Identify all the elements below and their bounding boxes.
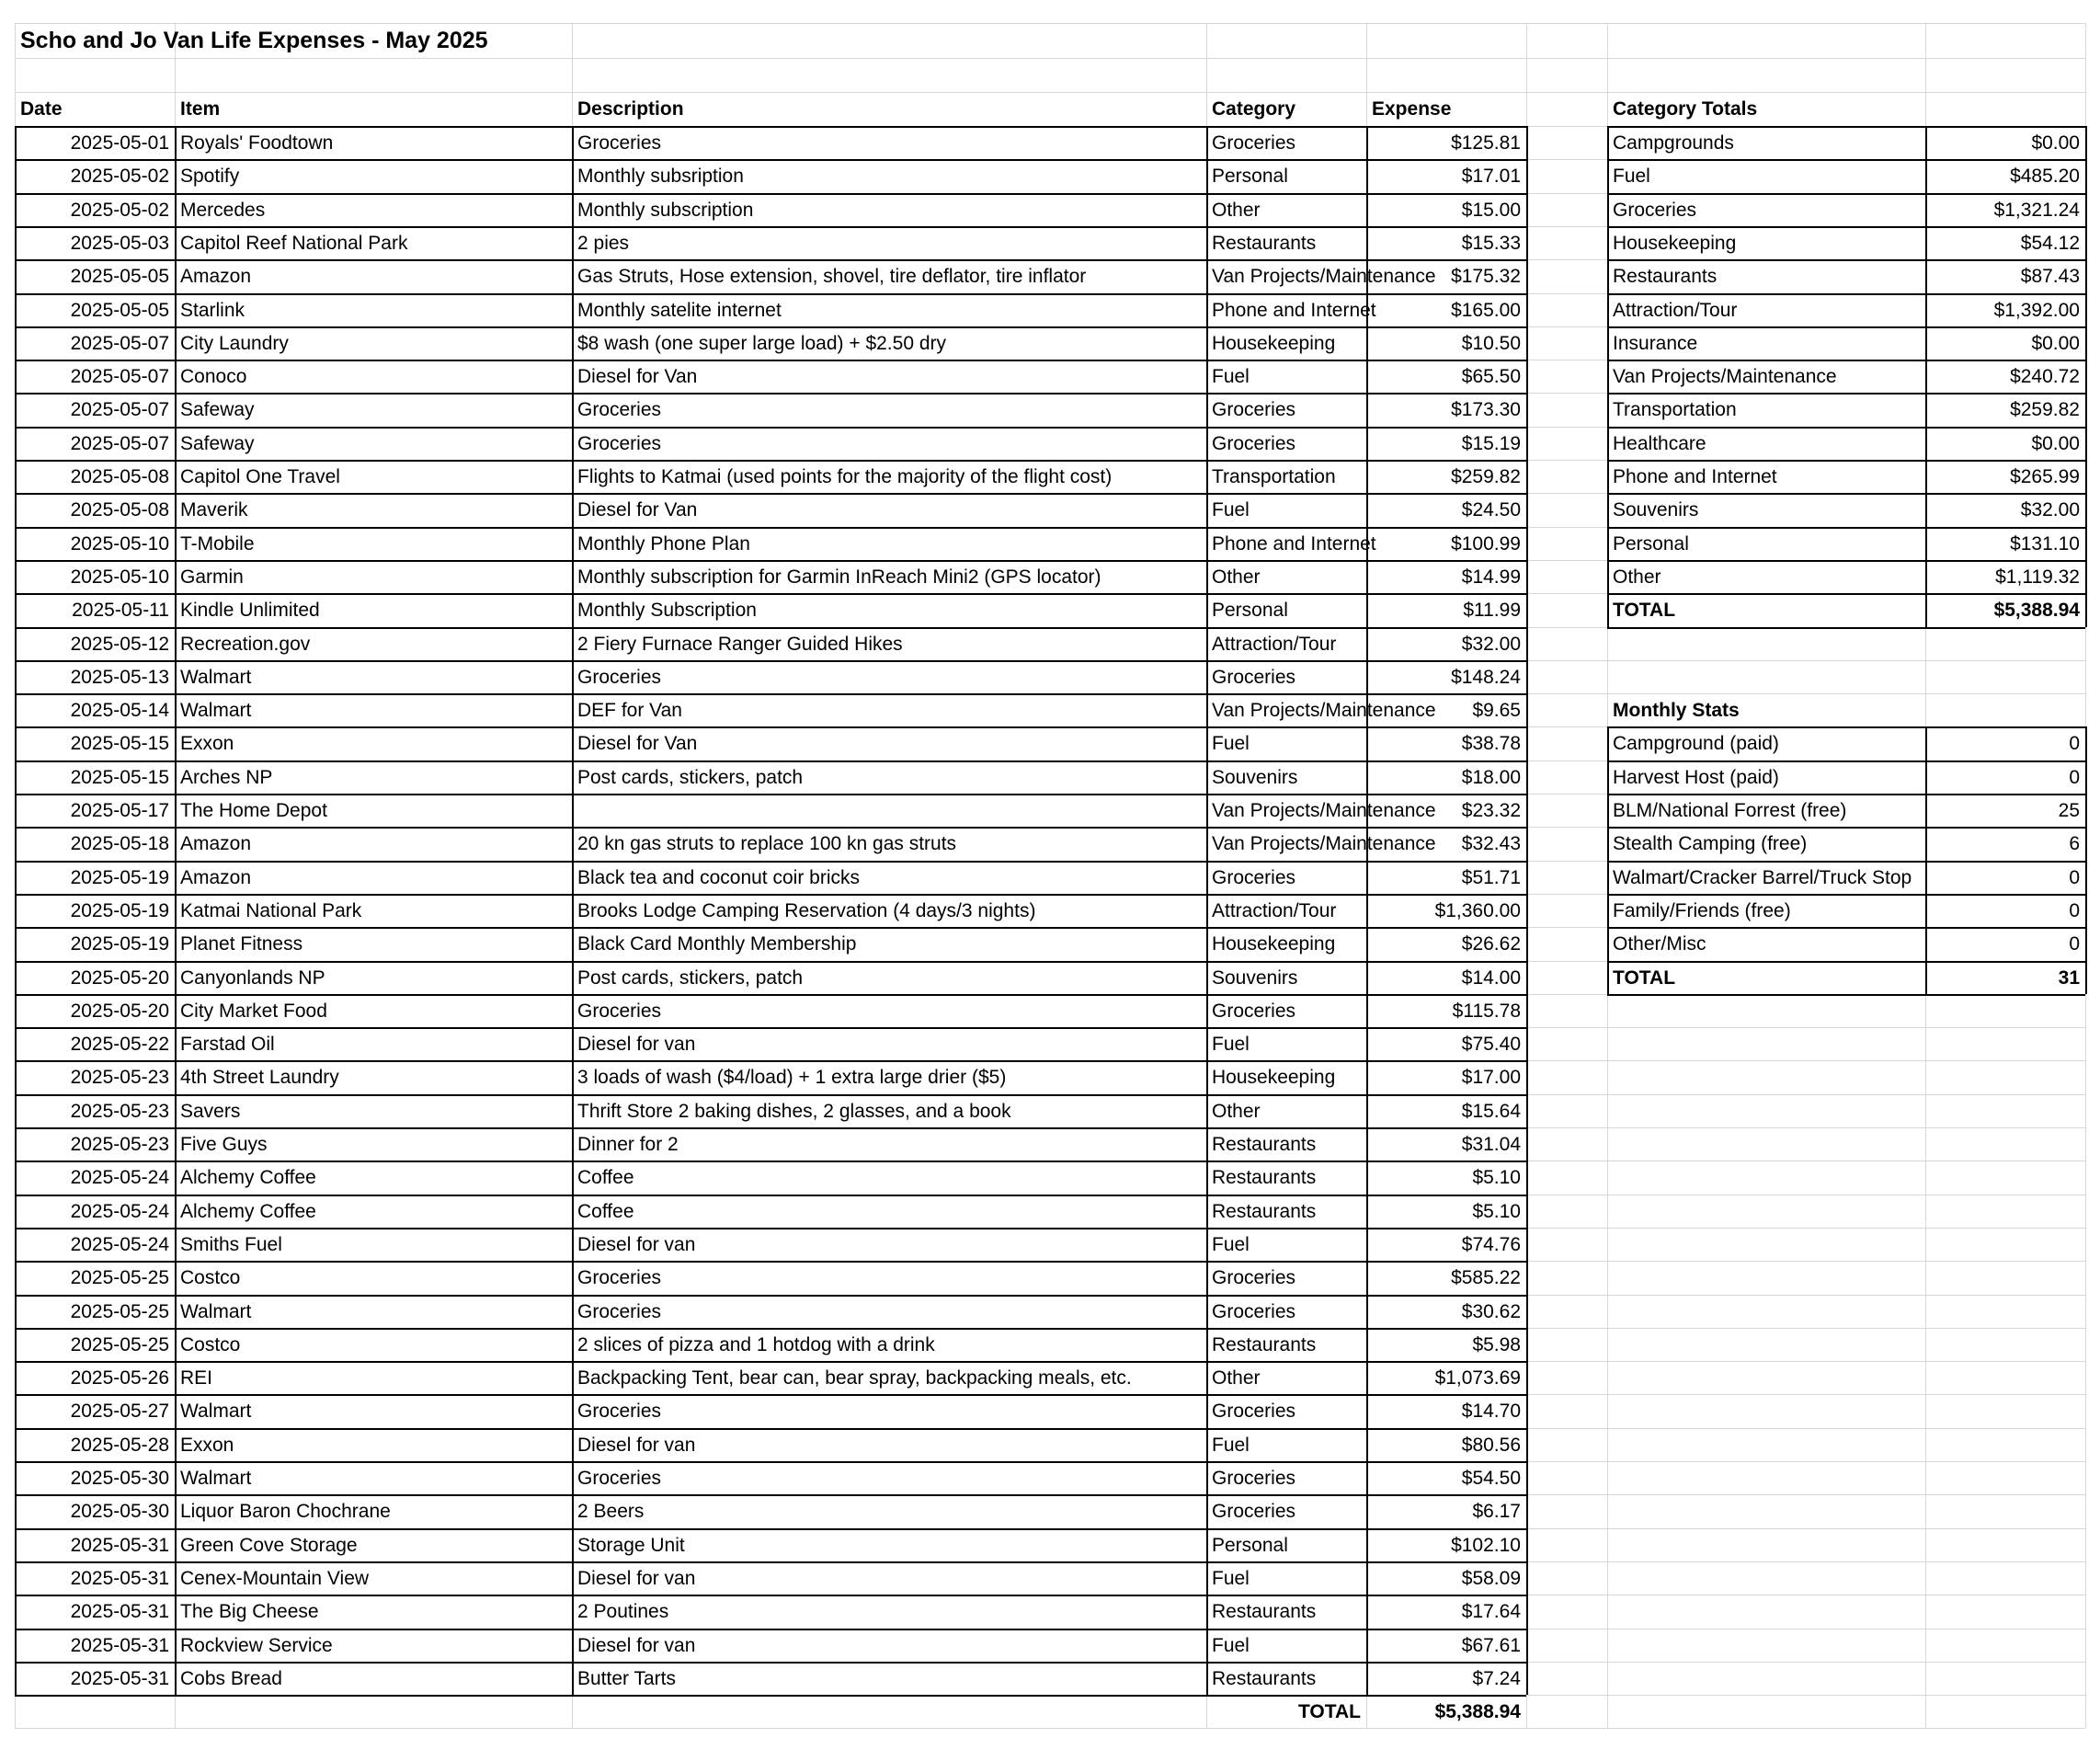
- expense-item[interactable]: 4th Street Laundry: [180, 1067, 339, 1089]
- category-name[interactable]: Fuel: [1613, 166, 1650, 188]
- expense-date[interactable]: 2025-05-08: [70, 499, 169, 521]
- expense-item[interactable]: Mercedes: [180, 199, 266, 221]
- table-border: [1526, 126, 1528, 1695]
- stat-count[interactable]: 31: [2058, 966, 2080, 989]
- expense-category[interactable]: Restaurants: [1212, 1333, 1317, 1355]
- category-amount[interactable]: $0.00: [2031, 132, 2080, 154]
- expense-category[interactable]: Groceries: [1212, 432, 1296, 454]
- expense-description[interactable]: Thrift Store 2 baking dishes, 2 glasses, and a book: [577, 1100, 1011, 1122]
- expense-amount[interactable]: $175.32: [1451, 266, 1521, 288]
- expense-description[interactable]: 20 kn gas struts to replace 100 kn gas struts: [577, 833, 957, 855]
- category-amount[interactable]: $131.10: [2010, 532, 2080, 555]
- category-amount[interactable]: $32.00: [2020, 499, 2080, 521]
- expense-date[interactable]: 2025-05-07: [70, 366, 169, 388]
- stat-name[interactable]: Harvest Host (paid): [1613, 766, 1779, 788]
- expense-item[interactable]: Amazon: [180, 833, 252, 855]
- expense-item[interactable]: The Home Depot: [180, 800, 327, 821]
- expense-description[interactable]: Monthly subscription: [577, 199, 754, 221]
- category-amount[interactable]: $1,119.32: [1995, 566, 2080, 588]
- expense-item[interactable]: Smiths Fuel: [180, 1233, 282, 1255]
- category-amount[interactable]: $259.82: [2010, 399, 2080, 421]
- expense-category[interactable]: Other: [1212, 566, 1261, 588]
- expense-description[interactable]: Diesel for van: [577, 1567, 696, 1589]
- expense-description[interactable]: Dinner for 2: [577, 1134, 679, 1155]
- expense-date[interactable]: 2025-05-15: [70, 733, 169, 755]
- expense-category[interactable]: Groceries: [1212, 666, 1296, 688]
- expense-category[interactable]: Fuel: [1212, 1567, 1250, 1589]
- expense-amount[interactable]: $65.50: [1461, 366, 1521, 388]
- expense-item[interactable]: Amazon: [180, 266, 252, 288]
- expense-category[interactable]: Groceries: [1212, 866, 1296, 888]
- expense-amount[interactable]: $165.00: [1451, 299, 1521, 321]
- expense-date[interactable]: 2025-05-25: [70, 1333, 169, 1355]
- expense-item[interactable]: Recreation.gov: [180, 633, 311, 655]
- expense-date[interactable]: 2025-05-17: [70, 800, 169, 821]
- expense-date[interactable]: 2025-05-01: [70, 132, 169, 154]
- expense-category[interactable]: Phone and Internet: [1212, 532, 1376, 555]
- expense-item[interactable]: Walmart: [180, 1401, 252, 1423]
- expense-category[interactable]: Restaurants: [1212, 1167, 1317, 1189]
- expense-description[interactable]: Brooks Lodge Camping Reservation (4 days/3 nights): [577, 899, 1036, 921]
- expense-description[interactable]: Groceries: [577, 1000, 662, 1022]
- expense-item[interactable]: Arches NP: [180, 766, 273, 788]
- expense-date[interactable]: 2025-05-07: [70, 399, 169, 421]
- expense-date[interactable]: 2025-05-26: [70, 1367, 169, 1389]
- expense-amount[interactable]: $15.33: [1461, 232, 1521, 254]
- expense-date[interactable]: 2025-05-15: [70, 766, 169, 788]
- expense-amount[interactable]: $51.71: [1461, 866, 1521, 888]
- expense-category[interactable]: Groceries: [1212, 132, 1296, 154]
- stat-name[interactable]: Other/Misc: [1613, 933, 1706, 955]
- expense-description[interactable]: Coffee: [577, 1200, 634, 1222]
- expense-amount[interactable]: $67.61: [1461, 1634, 1521, 1656]
- table-border: [2085, 726, 2087, 993]
- expense-date[interactable]: 2025-05-13: [70, 666, 169, 688]
- expense-amount[interactable]: $125.81: [1451, 132, 1521, 154]
- expense-category[interactable]: Fuel: [1212, 499, 1250, 521]
- stat-count[interactable]: 25: [2058, 800, 2080, 821]
- expense-amount[interactable]: $23.32: [1461, 800, 1521, 821]
- expense-item[interactable]: Costco: [180, 1333, 241, 1355]
- stat-count[interactable]: 6: [2069, 833, 2080, 855]
- expense-category[interactable]: Restaurants: [1212, 1134, 1317, 1155]
- expense-amount[interactable]: $11.99: [1463, 600, 1521, 622]
- category-name[interactable]: Campgrounds: [1613, 132, 1734, 154]
- expense-description[interactable]: Groceries: [577, 399, 662, 421]
- expense-amount[interactable]: $14.00: [1461, 966, 1521, 989]
- expense-amount[interactable]: $102.10: [1451, 1534, 1521, 1556]
- expense-item[interactable]: Savers: [180, 1100, 241, 1122]
- expense-item[interactable]: Alchemy Coffee: [180, 1167, 316, 1189]
- expense-amount[interactable]: $24.50: [1461, 499, 1521, 521]
- category-name[interactable]: Personal: [1613, 532, 1689, 555]
- expense-description[interactable]: 2 slices of pizza and 1 hotdog with a drink: [577, 1333, 935, 1355]
- expense-amount[interactable]: $5.10: [1472, 1167, 1521, 1189]
- expense-amount[interactable]: $32.00: [1461, 633, 1521, 655]
- expense-description[interactable]: Storage Unit: [577, 1534, 685, 1556]
- expense-item[interactable]: Capitol One Travel: [180, 466, 340, 487]
- expense-description[interactable]: 2 pies: [577, 232, 630, 254]
- expense-amount[interactable]: $5.98: [1472, 1333, 1521, 1355]
- expense-date[interactable]: 2025-05-25: [70, 1300, 169, 1322]
- expense-description[interactable]: Diesel for Van: [577, 733, 698, 755]
- expense-amount[interactable]: $17.64: [1461, 1601, 1521, 1623]
- category-name[interactable]: Insurance: [1613, 332, 1698, 354]
- expense-amount[interactable]: $1,073.69: [1434, 1367, 1521, 1389]
- expense-date[interactable]: 2025-05-05: [70, 299, 169, 321]
- expense-date[interactable]: 2025-05-30: [70, 1501, 169, 1523]
- expense-category[interactable]: Van Projects/Maintenance: [1212, 800, 1436, 821]
- expense-category[interactable]: Restaurants: [1212, 1601, 1317, 1623]
- expense-item[interactable]: Exxon: [180, 733, 234, 755]
- expense-description[interactable]: $8 wash (one super large load) + $2.50 dry: [577, 332, 946, 354]
- expense-amount[interactable]: $18.00: [1461, 766, 1521, 788]
- category-name[interactable]: Souvenirs: [1613, 499, 1699, 521]
- expense-category[interactable]: Van Projects/Maintenance: [1212, 700, 1436, 722]
- expense-amount[interactable]: $15.19: [1461, 432, 1521, 454]
- expense-item[interactable]: Farstad Oil: [180, 1034, 275, 1056]
- expense-date[interactable]: 2025-05-02: [70, 199, 169, 221]
- expense-description[interactable]: Diesel for van: [577, 1034, 696, 1056]
- expense-item[interactable]: Garmin: [180, 566, 244, 588]
- expense-category[interactable]: Personal: [1212, 600, 1288, 622]
- grid-line: [15, 58, 2085, 59]
- expense-category[interactable]: Housekeeping: [1212, 332, 1336, 354]
- header-expense[interactable]: Expense: [1372, 98, 1452, 120]
- expense-amount[interactable]: $75.40: [1461, 1034, 1521, 1056]
- header-category[interactable]: Category: [1212, 98, 1296, 120]
- expense-total-label[interactable]: TOTAL: [1297, 1701, 1361, 1723]
- expense-category[interactable]: Restaurants: [1212, 232, 1317, 254]
- category-name[interactable]: Housekeeping: [1613, 232, 1737, 254]
- category-amount[interactable]: $87.43: [2020, 266, 2080, 288]
- category-amount[interactable]: $1,321.24: [1993, 199, 2080, 221]
- expense-amount[interactable]: $17.01: [1461, 166, 1521, 188]
- expense-date[interactable]: 2025-05-24: [70, 1200, 169, 1222]
- expense-category[interactable]: Attraction/Tour: [1212, 899, 1337, 921]
- expense-date[interactable]: 2025-05-18: [70, 833, 169, 855]
- expense-category[interactable]: Personal: [1212, 166, 1288, 188]
- expense-item[interactable]: City Market Food: [180, 1000, 327, 1022]
- expense-category[interactable]: Restaurants: [1212, 1200, 1317, 1222]
- expense-amount[interactable]: $148.24: [1451, 666, 1521, 688]
- expense-amount[interactable]: $9.65: [1472, 700, 1521, 722]
- expense-description[interactable]: Groceries: [577, 132, 662, 154]
- expense-description[interactable]: Coffee: [577, 1167, 634, 1189]
- expense-description[interactable]: Black Card Monthly Membership: [577, 933, 857, 955]
- category-name[interactable]: Phone and Internet: [1613, 466, 1777, 487]
- expense-date[interactable]: 2025-05-05: [70, 266, 169, 288]
- expense-item[interactable]: T-Mobile: [180, 532, 255, 555]
- expense-amount[interactable]: $259.82: [1451, 466, 1521, 487]
- expense-item[interactable]: Cobs Bread: [180, 1667, 282, 1689]
- expense-item[interactable]: Exxon: [180, 1434, 234, 1456]
- expense-description[interactable]: [572, 795, 1206, 828]
- expense-amount[interactable]: $31.04: [1461, 1134, 1521, 1155]
- category-name[interactable]: Healthcare: [1613, 432, 1706, 454]
- expense-description[interactable]: 2 Fiery Furnace Ranger Guided Hikes: [577, 633, 903, 655]
- expense-amount[interactable]: $1,360.00: [1434, 899, 1521, 921]
- header-description[interactable]: Description: [577, 98, 684, 120]
- expense-date[interactable]: 2025-05-24: [70, 1233, 169, 1255]
- expense-description[interactable]: Monthly Phone Plan: [577, 532, 750, 555]
- expense-item[interactable]: Walmart: [180, 1468, 252, 1489]
- expense-date[interactable]: 2025-05-07: [70, 332, 169, 354]
- expense-category[interactable]: Transportation: [1212, 466, 1336, 487]
- expense-category[interactable]: Housekeeping: [1212, 1067, 1336, 1089]
- monthly-stats-header[interactable]: Monthly Stats: [1613, 700, 1740, 722]
- expense-amount[interactable]: $26.62: [1461, 933, 1521, 955]
- expense-date[interactable]: 2025-05-11: [72, 600, 169, 622]
- expense-amount[interactable]: $80.56: [1461, 1434, 1521, 1456]
- expense-date[interactable]: 2025-05-24: [70, 1167, 169, 1189]
- expense-category[interactable]: Personal: [1212, 1534, 1288, 1556]
- expense-category[interactable]: Attraction/Tour: [1212, 633, 1337, 655]
- expense-category[interactable]: Fuel: [1212, 1434, 1250, 1456]
- expense-date[interactable]: 2025-05-27: [70, 1401, 169, 1423]
- expense-amount[interactable]: $100.99: [1451, 532, 1521, 555]
- expense-item[interactable]: Royals' Foodtown: [180, 132, 334, 154]
- expense-date[interactable]: 2025-05-22: [70, 1034, 169, 1056]
- header-item[interactable]: Item: [180, 98, 221, 120]
- expense-category[interactable]: Van Projects/Maintenance: [1212, 266, 1436, 288]
- grid-line: [15, 1728, 2085, 1729]
- expense-date[interactable]: 2025-05-28: [70, 1434, 169, 1456]
- expense-date[interactable]: 2025-05-31: [70, 1534, 169, 1556]
- expense-item[interactable]: Alchemy Coffee: [180, 1200, 316, 1222]
- expense-amount[interactable]: $14.99: [1461, 566, 1521, 588]
- category-amount[interactable]: $54.12: [2020, 232, 2080, 254]
- expense-item[interactable]: Rockview Service: [180, 1634, 333, 1656]
- expense-amount[interactable]: $17.00: [1461, 1067, 1521, 1089]
- expense-description[interactable]: Monthly subscription for Garmin InReach Mini2 (GPS locator): [577, 566, 1101, 588]
- expense-description[interactable]: Diesel for van: [577, 1634, 696, 1656]
- expense-description[interactable]: Groceries: [577, 666, 662, 688]
- expense-description[interactable]: Groceries: [577, 432, 662, 454]
- expense-date[interactable]: 2025-05-31: [70, 1601, 169, 1623]
- expense-amount[interactable]: $32.43: [1461, 833, 1521, 855]
- expense-item[interactable]: Katmai National Park: [180, 899, 362, 921]
- category-name[interactable]: Other: [1613, 566, 1661, 588]
- expense-category[interactable]: Souvenirs: [1212, 966, 1298, 989]
- expense-description[interactable]: Monthly Subscription: [577, 600, 757, 622]
- category-name[interactable]: Restaurants: [1613, 266, 1718, 288]
- expense-date[interactable]: 2025-05-10: [70, 566, 169, 588]
- expense-date[interactable]: 2025-05-03: [70, 232, 169, 254]
- expense-description[interactable]: DEF for Van: [577, 700, 682, 722]
- expense-amount[interactable]: $14.70: [1461, 1401, 1521, 1423]
- expense-date[interactable]: 2025-05-20: [70, 1000, 169, 1022]
- expense-description[interactable]: Groceries: [577, 1300, 662, 1322]
- category-totals-header[interactable]: Category Totals: [1613, 98, 1758, 120]
- expense-category[interactable]: Groceries: [1212, 1468, 1296, 1489]
- expense-date[interactable]: 2025-05-02: [70, 166, 169, 188]
- expense-date[interactable]: 2025-05-12: [70, 633, 169, 655]
- expense-amount[interactable]: $6.17: [1472, 1501, 1521, 1523]
- category-name[interactable]: Transportation: [1613, 399, 1737, 421]
- expense-date[interactable]: 2025-05-23: [70, 1134, 169, 1155]
- expense-amount[interactable]: $30.62: [1461, 1300, 1521, 1322]
- expense-item[interactable]: Kindle Unlimited: [180, 600, 320, 622]
- expense-description[interactable]: Diesel for van: [577, 1233, 696, 1255]
- expense-amount[interactable]: $58.09: [1461, 1567, 1521, 1589]
- header-date[interactable]: Date: [20, 98, 63, 120]
- expense-description[interactable]: Groceries: [577, 1267, 662, 1289]
- expense-description[interactable]: Monthly satelite internet: [577, 299, 782, 321]
- expense-description[interactable]: Diesel for Van: [577, 499, 698, 521]
- expense-description[interactable]: Diesel for Van: [577, 366, 698, 388]
- expense-amount[interactable]: $54.50: [1461, 1468, 1521, 1489]
- expense-amount[interactable]: $5.10: [1472, 1200, 1521, 1222]
- expense-category[interactable]: Housekeeping: [1212, 933, 1336, 955]
- expense-item[interactable]: Liquor Baron Chochrane: [180, 1501, 391, 1523]
- expense-category[interactable]: Groceries: [1212, 1267, 1296, 1289]
- expense-description[interactable]: Diesel for van: [577, 1434, 696, 1456]
- expense-description[interactable]: Post cards, stickers, patch: [577, 766, 804, 788]
- category-amount[interactable]: $5,388.94: [1993, 600, 2080, 622]
- category-amount[interactable]: $265.99: [2010, 466, 2080, 487]
- expense-category[interactable]: Restaurants: [1212, 1667, 1317, 1689]
- expense-amount[interactable]: $15.00: [1461, 199, 1521, 221]
- expense-item[interactable]: Cenex-Mountain View: [180, 1567, 370, 1589]
- expense-date[interactable]: 2025-05-19: [70, 933, 169, 955]
- category-amount[interactable]: $485.20: [2010, 166, 2080, 188]
- expense-item[interactable]: Spotify: [180, 166, 240, 188]
- expense-amount[interactable]: $7.24: [1472, 1667, 1521, 1689]
- expense-item[interactable]: Costco: [180, 1267, 241, 1289]
- category-amount[interactable]: $240.72: [2010, 366, 2080, 388]
- category-amount[interactable]: $1,392.00: [1993, 299, 2080, 321]
- expense-item[interactable]: Green Cove Storage: [180, 1534, 358, 1556]
- expense-amount[interactable]: $74.76: [1461, 1233, 1521, 1255]
- expense-amount[interactable]: $15.64: [1461, 1100, 1521, 1122]
- stat-count[interactable]: 0: [2069, 733, 2080, 755]
- expense-date[interactable]: 2025-05-08: [70, 466, 169, 487]
- expense-date[interactable]: 2025-05-07: [70, 432, 169, 454]
- category-name[interactable]: TOTAL: [1613, 600, 1676, 622]
- expense-description[interactable]: Monthly subsription: [577, 166, 744, 188]
- expense-category[interactable]: Groceries: [1212, 1501, 1296, 1523]
- expense-date[interactable]: 2025-05-31: [70, 1634, 169, 1656]
- expense-category[interactable]: Groceries: [1212, 1300, 1296, 1322]
- category-name[interactable]: Van Projects/Maintenance: [1613, 366, 1837, 388]
- expense-item[interactable]: Five Guys: [180, 1134, 268, 1155]
- expense-item[interactable]: Amazon: [180, 866, 252, 888]
- expense-date[interactable]: 2025-05-31: [70, 1567, 169, 1589]
- expense-item[interactable]: Canyonlands NP: [180, 966, 325, 989]
- expense-category[interactable]: Fuel: [1212, 733, 1250, 755]
- expense-total-value[interactable]: $5,388.94: [1434, 1701, 1521, 1723]
- table-border: [2085, 126, 2087, 627]
- expense-date[interactable]: 2025-05-23: [70, 1067, 169, 1089]
- stat-name[interactable]: Family/Friends (free): [1613, 899, 1791, 921]
- sheet-title[interactable]: Scho and Jo Van Life Expenses - May 2025: [20, 28, 488, 53]
- stat-count[interactable]: 0: [2069, 933, 2080, 955]
- expense-item[interactable]: Capitol Reef National Park: [180, 232, 408, 254]
- category-amount[interactable]: $0.00: [2031, 432, 2080, 454]
- expense-date[interactable]: 2025-05-19: [70, 899, 169, 921]
- expense-date[interactable]: 2025-05-31: [70, 1667, 169, 1689]
- expense-category[interactable]: Other: [1212, 1100, 1261, 1122]
- expense-category[interactable]: Fuel: [1212, 1034, 1250, 1056]
- expense-amount[interactable]: $38.78: [1461, 733, 1521, 755]
- expense-date[interactable]: 2025-05-14: [70, 700, 169, 722]
- category-name[interactable]: Attraction/Tour: [1613, 299, 1738, 321]
- expense-category[interactable]: Groceries: [1212, 1000, 1296, 1022]
- expense-description[interactable]: Gas Struts, Hose extension, shovel, tire deflator, tire inflator: [577, 266, 1087, 288]
- expense-item[interactable]: Conoco: [180, 366, 247, 388]
- expense-description[interactable]: 3 loads of wash ($4/load) + 1 extra large drier ($5): [577, 1067, 1007, 1089]
- expense-description[interactable]: Groceries: [577, 1401, 662, 1423]
- expense-item[interactable]: Maverik: [180, 499, 248, 521]
- expense-category[interactable]: Fuel: [1212, 1634, 1250, 1656]
- expense-date[interactable]: 2025-05-20: [70, 966, 169, 989]
- expense-date[interactable]: 2025-05-10: [70, 532, 169, 555]
- expense-category[interactable]: Groceries: [1212, 1401, 1296, 1423]
- expense-category[interactable]: Fuel: [1212, 366, 1250, 388]
- stat-name[interactable]: Stealth Camping (free): [1613, 833, 1808, 855]
- expense-description[interactable]: 2 Poutines: [577, 1601, 669, 1623]
- expense-description[interactable]: Flights to Katmai (used points for the majority of the flight cost): [577, 466, 1113, 487]
- expense-item[interactable]: City Laundry: [180, 332, 289, 354]
- expense-amount[interactable]: $173.30: [1451, 399, 1521, 421]
- expense-description[interactable]: Groceries: [577, 1468, 662, 1489]
- stat-name[interactable]: BLM/National Forrest (free): [1613, 800, 1847, 821]
- expense-item[interactable]: REI: [180, 1367, 213, 1389]
- expense-category[interactable]: Phone and Internet: [1212, 299, 1376, 321]
- expense-date[interactable]: 2025-05-19: [70, 866, 169, 888]
- expense-category[interactable]: Fuel: [1212, 1233, 1250, 1255]
- expense-description[interactable]: Post cards, stickers, patch: [577, 966, 804, 989]
- expense-category[interactable]: Van Projects/Maintenance: [1212, 833, 1436, 855]
- expense-amount[interactable]: $10.50: [1461, 332, 1521, 354]
- expense-description[interactable]: Butter Tarts: [577, 1667, 676, 1689]
- stat-name[interactable]: Walmart/Cracker Barrel/Truck Stop: [1613, 866, 1912, 888]
- expense-date[interactable]: 2025-05-23: [70, 1100, 169, 1122]
- expense-description[interactable]: Backpacking Tent, bear can, bear spray, backpacking meals, etc.: [577, 1367, 1132, 1389]
- expense-category[interactable]: Other: [1212, 1367, 1261, 1389]
- expense-amount[interactable]: $115.78: [1452, 1000, 1521, 1022]
- stat-count[interactable]: 0: [2069, 866, 2080, 888]
- stat-count[interactable]: 0: [2069, 766, 2080, 788]
- expense-item[interactable]: The Big Cheese: [180, 1601, 319, 1623]
- category-name[interactable]: Groceries: [1613, 199, 1697, 221]
- expense-description[interactable]: 2 Beers: [577, 1501, 645, 1523]
- stat-count[interactable]: 0: [2069, 899, 2080, 921]
- expense-date[interactable]: 2025-05-30: [70, 1468, 169, 1489]
- stat-name[interactable]: TOTAL: [1613, 966, 1676, 989]
- expense-category[interactable]: Souvenirs: [1212, 766, 1298, 788]
- expense-item[interactable]: Safeway: [180, 432, 255, 454]
- expense-item[interactable]: Walmart: [180, 666, 252, 688]
- expense-description[interactable]: Black tea and coconut coir bricks: [577, 866, 860, 888]
- expense-amount[interactable]: $585.22: [1451, 1267, 1521, 1289]
- expense-date[interactable]: 2025-05-25: [70, 1267, 169, 1289]
- expense-item[interactable]: Planet Fitness: [180, 933, 303, 955]
- expense-item[interactable]: Safeway: [180, 399, 255, 421]
- expense-item[interactable]: Walmart: [180, 1300, 252, 1322]
- category-amount[interactable]: $0.00: [2031, 332, 2080, 354]
- stat-name[interactable]: Campground (paid): [1613, 733, 1779, 755]
- expense-item[interactable]: Starlink: [180, 299, 245, 321]
- expense-category[interactable]: Other: [1212, 199, 1261, 221]
- expense-item[interactable]: Walmart: [180, 700, 252, 722]
- expense-category[interactable]: Groceries: [1212, 399, 1296, 421]
